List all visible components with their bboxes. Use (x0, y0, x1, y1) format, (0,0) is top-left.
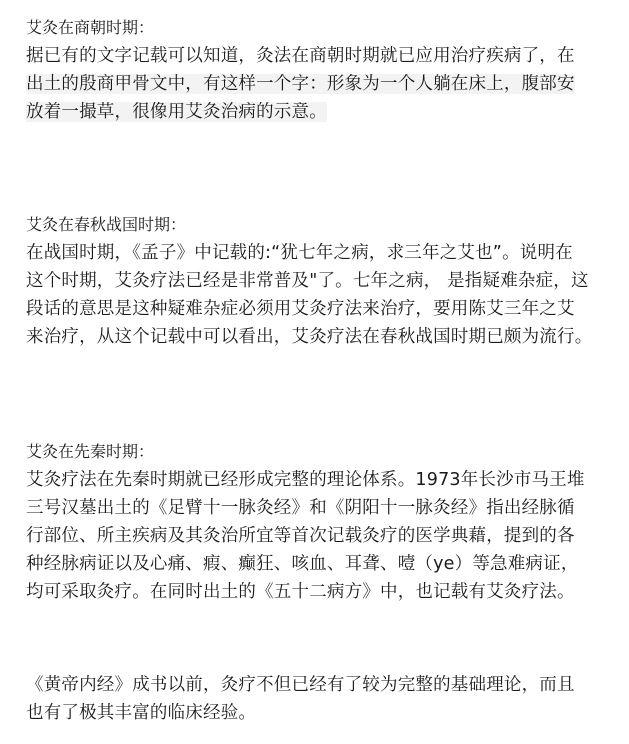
paragraph-line: 段话的意思是这种疑难杂症必须用艾灸疗法来治疗，要用陈艾三年之艾 (26, 299, 575, 319)
section-shang-dynasty (26, 14, 606, 126)
paragraph-line (26, 98, 606, 126)
paragraph-line: 艾灸疗法在先秦时期就已经形成完整的理论体系。1973年长沙市马王堆 (26, 470, 585, 490)
paragraph-line: 据已有的文字记载可以知道，灸法在商朝时期就已应用治疗疾病了，在 (26, 46, 575, 66)
paragraph-line: 种经脉病证以及心痛、瘕、癫狂、咳血、耳聋、噎（ye）等急难病证， (26, 554, 579, 574)
paragraph-line: 均可采取灸疗。在同时出土的《五十二病方》中，也记载有艾灸疗法。 (26, 582, 575, 602)
paragraph-line: 这个时期，艾灸疗法已经是非常普及"了。七年之病， 是指疑难杂症，这 (26, 271, 589, 291)
paragraph-line: 《黄帝内经》成书以前，灸疗不但已经有了较为完整的基础理论，而且 (26, 675, 575, 695)
section-heading: 艾灸在春秋战国时期： (26, 215, 187, 234)
section-pre-qin (26, 438, 606, 606)
paragraph-line (26, 70, 606, 98)
section-heading: 艾灸在先秦时期： (26, 442, 155, 461)
paragraph-line: 也有了极其丰富的临床经验。 (26, 703, 257, 723)
paragraph-line: 来治疗，从这个记载中可以看出，艾灸疗法在春秋战国时期已颇为流行。 (26, 327, 593, 347)
section-huangdi-neijing (26, 671, 606, 727)
highlighted-text: 出土的殷商甲骨文中，有这样一个字：形象为一个人躺在床上，腹部安 (26, 74, 575, 94)
paragraph-line: 三号汉墓出土的《足臂十一脉灸经》和《阴阳十一脉灸经》指出经脉循 (26, 498, 575, 518)
section-spring-autumn-warring-states (26, 211, 606, 351)
paragraph-line: 行部位、所主疾病及其灸治所宜等首次记载灸疗的医学典藉，提到的各 (26, 526, 575, 546)
section-heading: 艾灸在商朝时期： (26, 18, 155, 37)
highlighted-text: 放着一撮草，很像用艾灸治病的示意。 (26, 102, 327, 122)
paragraph-line: 在战国时期，《孟子》中记载的:“犹七年之病，求三年之艾也”。说明在 (26, 243, 573, 263)
